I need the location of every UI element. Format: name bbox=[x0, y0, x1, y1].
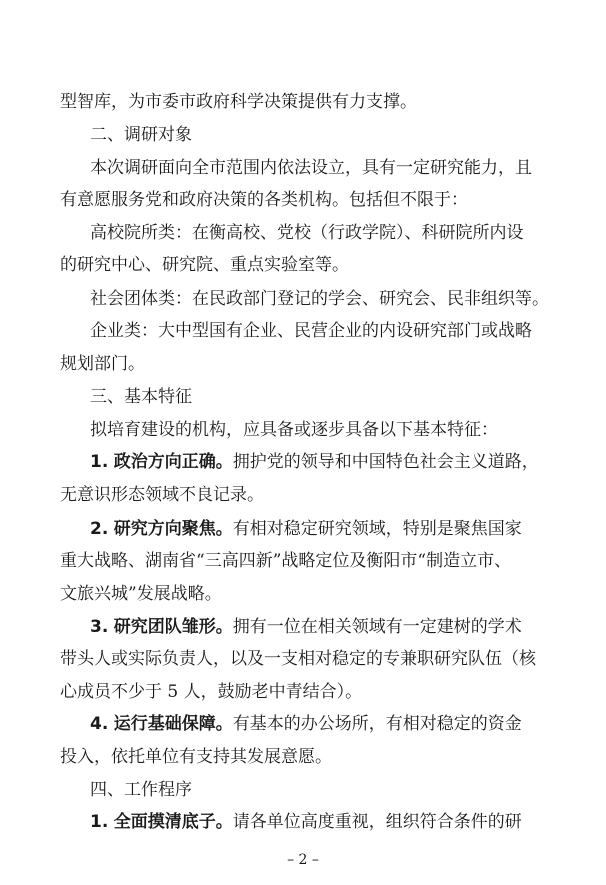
feature-number: 2. bbox=[90, 519, 109, 539]
body-text-line: 的研究中心、研究院、重点实验室等。 bbox=[60, 255, 349, 275]
body-text-line: 社会团体类：在民政部门登记的学会、研究会、民非组织等。 bbox=[90, 289, 549, 309]
body-text-line: 规划部门。 bbox=[60, 354, 145, 374]
body-text-line: 型智库，为市委市政府科学决策提供有力支撑。 bbox=[60, 92, 417, 112]
feature-text: 拥有一位在相关领域有一定建树的学术 bbox=[232, 617, 522, 637]
feature-number: 1. bbox=[90, 452, 109, 472]
feature-text: 有基本的办公场所，有相对稳定的资金 bbox=[232, 714, 522, 734]
body-text-line: 无意识形态领域不良记录。 bbox=[60, 485, 264, 505]
feature-item-3 bbox=[90, 617, 606, 637]
feature-number: 4. bbox=[90, 714, 109, 734]
body-text-line: 带头人或实际负责人，以及一支相对稳定的专兼职研究队伍（核 bbox=[60, 649, 536, 669]
procedure-title: 全面摸清底子。 bbox=[113, 812, 233, 832]
body-text-line: 企业类：大中型国有企业、民营企业的内设研究部门或战略 bbox=[90, 321, 532, 341]
feature-number: 3. bbox=[90, 617, 109, 637]
section-heading: 二、调研对象 bbox=[90, 125, 192, 145]
body-text-line: 投入，依托单位有支持其发展意愿。 bbox=[60, 747, 332, 767]
body-text-line: 心成员不少于 5 人，鼓励老中青结合）。 bbox=[60, 682, 363, 702]
feature-title: 研究团队雏形。 bbox=[113, 617, 233, 637]
feature-text: 拥护党的领导和中国特色社会主义道路， bbox=[232, 452, 539, 472]
body-text-line: 重大战略、湖南省“三高四新”战略定位及衡阳市“制造立市、 bbox=[60, 551, 512, 571]
feature-item-1 bbox=[90, 452, 606, 472]
procedure-text: 请各单位高度重视，组织符合条件的研 bbox=[232, 812, 522, 832]
body-text-line: 本次调研面向全市范围内依法设立，具有一定研究能力，且 bbox=[90, 158, 532, 178]
feature-item-4 bbox=[90, 714, 606, 734]
page-number: – 2 – bbox=[287, 852, 319, 868]
procedure-item-1 bbox=[90, 812, 606, 832]
section-heading: 四、工作程序 bbox=[90, 780, 192, 800]
section-heading: 三、基本特征 bbox=[90, 387, 192, 407]
body-text-line: 文旅兴城”发展战略。 bbox=[60, 584, 222, 604]
feature-item-2 bbox=[90, 519, 606, 539]
body-text-line: 高校院所类：在衡高校、党校（行政学院）、科研院所内设 bbox=[90, 223, 524, 243]
feature-title: 研究方向聚焦。 bbox=[113, 519, 233, 539]
body-text-line: 有意愿服务党和政府决策的各类机构。包括但不限于： bbox=[60, 190, 468, 210]
feature-title: 政治方向正确。 bbox=[113, 452, 233, 472]
feature-title: 运行基础保障。 bbox=[113, 714, 233, 734]
feature-text: 有相对稳定研究领域，特别是聚焦国家 bbox=[232, 519, 522, 539]
body-text-line: 拟培育建设的机构，应具备或逐步具备以下基本特征： bbox=[90, 420, 498, 440]
procedure-number: 1. bbox=[90, 812, 109, 832]
